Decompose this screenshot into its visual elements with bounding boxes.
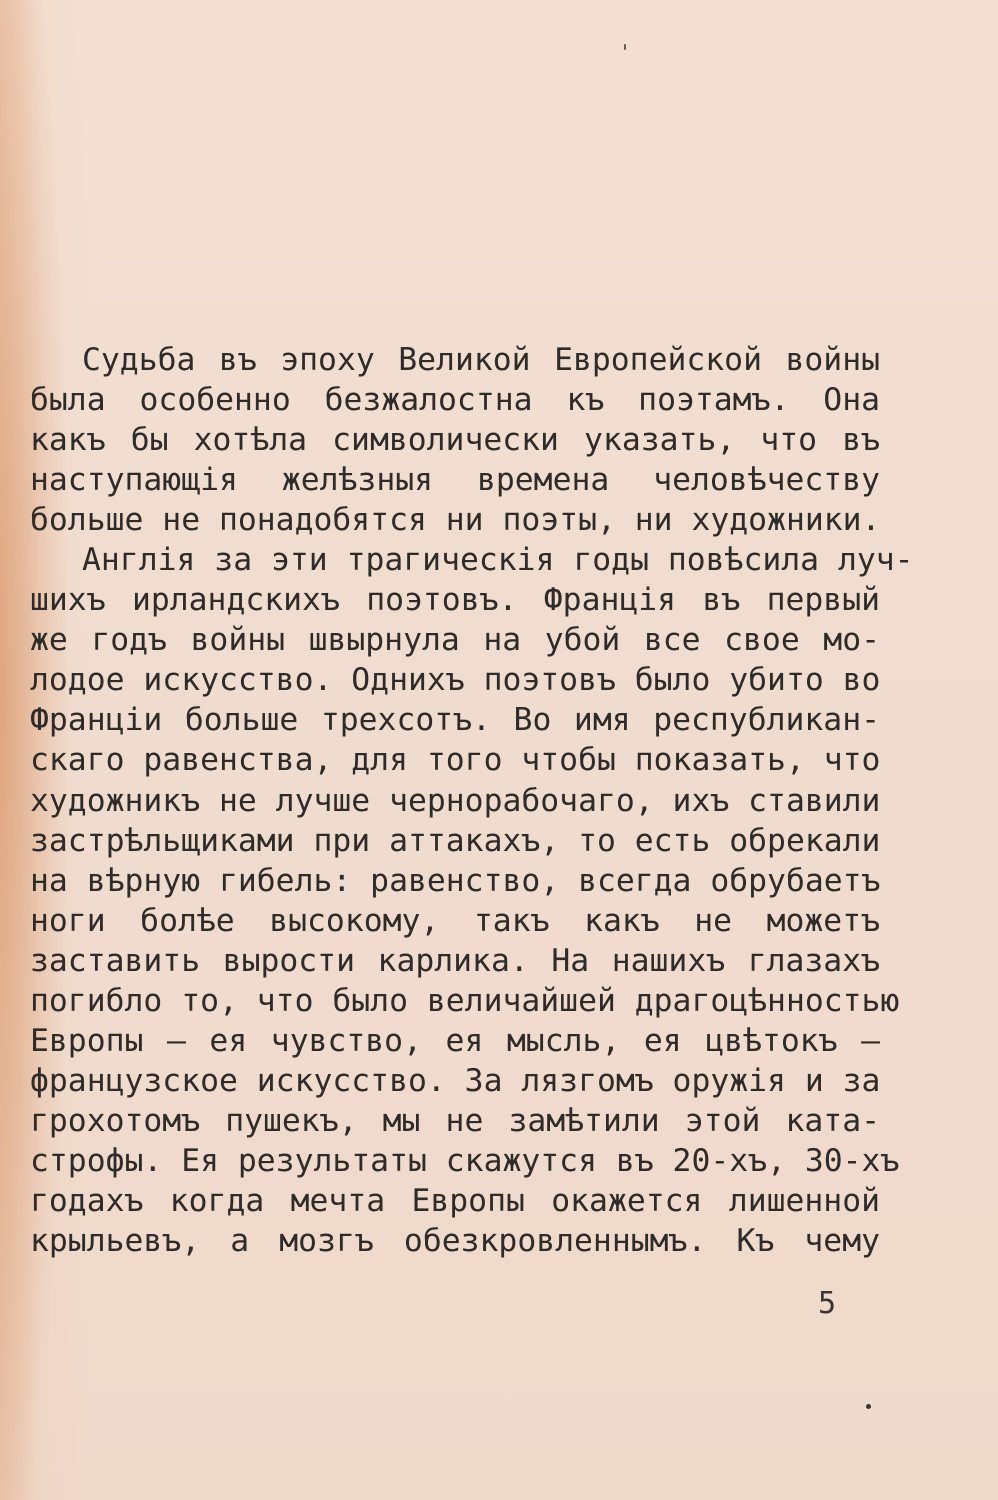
text-line: грохотомъ пушекъ, мы не замѣтили этой ката- [30, 1102, 880, 1139]
text-line: же годъ войны швырнула на убой все свое мо- [30, 622, 880, 659]
text-line: Европы — ея чувство, ея мысль, ея цвѣтокъ — [30, 1022, 880, 1059]
text-line: строфы. Ея результаты скажутся въ 20-хъ, 30-хъ [30, 1142, 900, 1179]
text-line: шихъ ирландскихъ поэтовъ. Франція въ первый [30, 582, 880, 619]
body-text [30, 340, 914, 1261]
text-line: Англія за эти трагическія годы повѣсила луч- [82, 542, 914, 579]
ink-speck [624, 44, 626, 50]
ink-speck [866, 1404, 871, 1409]
page-number: 5 [818, 1286, 837, 1321]
text-line: погибло то, что было величайшей драгоцѣнностью [30, 982, 900, 1019]
text-line: крыльевъ, а мозгъ обезкровленнымъ. Къ чему [30, 1223, 880, 1260]
text-line: больше не понадобятся ни поэты, ни художники. [30, 502, 881, 539]
text-line: лодое искусство. Однихъ поэтовъ было убито во [30, 662, 881, 699]
text-line: годахъ когда мечта Европы окажется лишенной [30, 1182, 880, 1219]
text-line: была особенно безжалостна къ поэтамъ. Она [30, 382, 880, 419]
text-line: Франціи больше трехсотъ. Во имя республикан- [30, 702, 880, 739]
text-line: скаго равенства, для того чтобы показать, что [30, 742, 881, 779]
text-line: Судьба въ эпоху Великой Европейской войны [82, 342, 880, 378]
text-line: французское искусство. За лязгомъ оружія и за [30, 1062, 881, 1099]
text-line: заставить вырости карлика. На нашихъ глазахъ [30, 942, 880, 979]
text-line: на вѣрную гибель: равенство, всегда обрубаетъ [30, 862, 881, 899]
text-line: наступающія желѣзныя времена человѣчеству [30, 462, 880, 499]
text-line: какъ бы хотѣла символически указать, что въ [30, 422, 880, 459]
text-line: застрѣльщиками при аттакахъ, то есть обрекали [30, 822, 881, 859]
text-line: художникъ не лучше чернорабочаго, ихъ ставили [30, 782, 881, 819]
text-line: ноги болѣе высокому, такъ какъ не можетъ [30, 902, 880, 939]
